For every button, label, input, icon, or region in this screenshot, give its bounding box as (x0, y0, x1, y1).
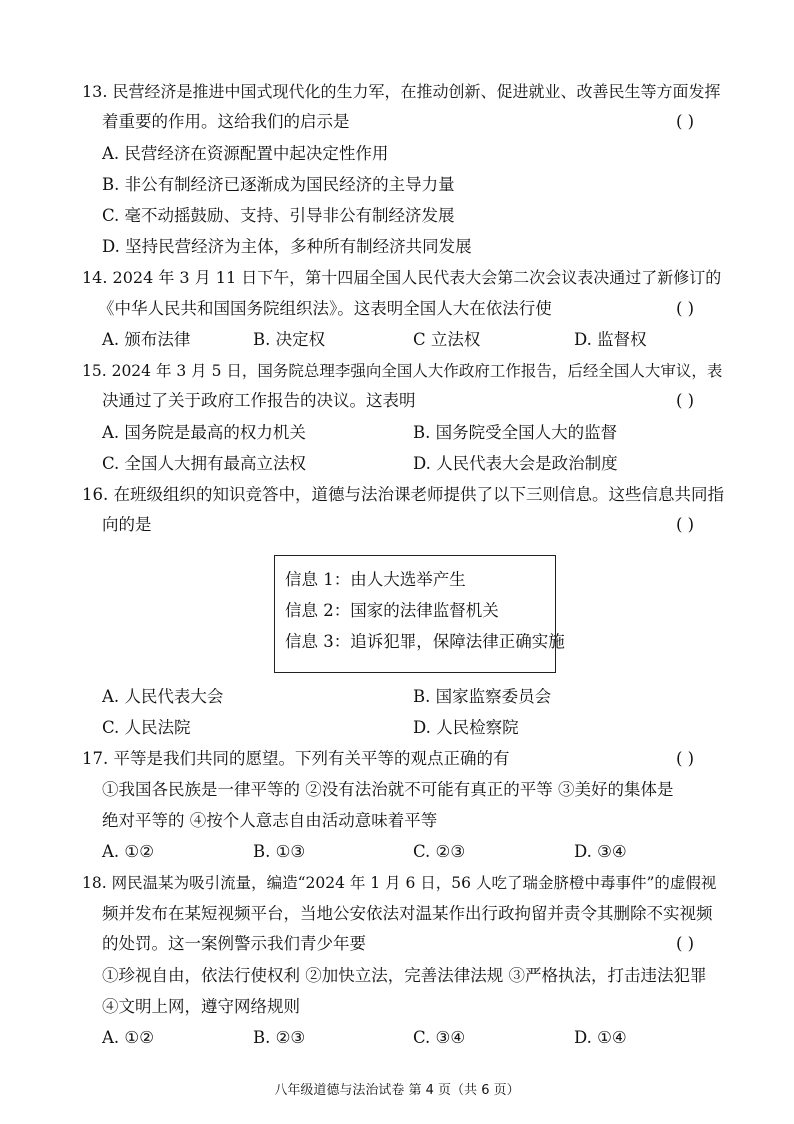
q13-option-b: B. 非公有制经济已逐渐成为国民经济的主导力量 (102, 175, 455, 194)
q16-option-d: D. 人民检察院 (413, 718, 519, 737)
q18-statements-line-2: ④文明上网，遵守网络规则 (102, 997, 300, 1016)
q18-stem-line-1: 18. 网民温某为吸引流量，编造“2024 年 1 月 6 日，56 人吃了瑞金脐橙中毒事件”的虚假视 (82, 874, 717, 892)
q17-statements-line-2: 绝对平等的 ④按个人意志自由活动意味着平等 (102, 811, 438, 830)
q16-option-c: C. 人民法院 (102, 718, 191, 737)
q18-option-a: A. ①② (102, 1028, 154, 1047)
q18-option-d: D. ①④ (574, 1028, 627, 1047)
q15-option-c: C. 全国人大拥有最高立法权 (102, 454, 307, 473)
q17-stem-line-1: 17. 平等是我们共同的愿望。下列有关平等的观点正确的有 (82, 749, 510, 768)
q16-answer-paren: ( ) (676, 515, 695, 534)
info-item-1: 信息 1：由人大选举产生 (285, 570, 466, 589)
q14-stem-line-1: 14. 2024 年 3 月 11 日下午，第十四届全国人民代表大会第二次会议表决通过了新修订的 (82, 268, 722, 287)
q16-stem-line-2: 向的是 (102, 515, 152, 534)
q14-option-d: D. 监督权 (574, 330, 647, 349)
q16-stem-line-1: 16. 在班级组织的知识竞答中，道德与法治课老师提供了以下三则信息。这些信息共同指 (82, 485, 724, 504)
q15-option-a: A. 国务院是最高的权力机关 (102, 423, 306, 442)
q17-option-a: A. ①② (102, 842, 154, 861)
q17-option-b: B. ①③ (253, 842, 306, 861)
q13-option-d: D. 坚持民营经济为主体，多种所有制经济共同发展 (102, 237, 472, 256)
q17-statements-line-1: ①我国各民族是一律平等的 ②没有法治就不可能有真正的平等 ③美好的集体是 (102, 780, 674, 799)
q13-stem-line-2: 着重要的作用。这给我们的启示是 (102, 112, 350, 131)
q18-stem-line-2: 频并发布在某短视频平台，当地公安依法对温某作出行政拘留并责令其删除不实视频 (102, 904, 713, 923)
q17-option-d: D. ③④ (574, 842, 627, 861)
info-box (274, 555, 565, 673)
q17-option-c: C. ②③ (413, 842, 466, 861)
q14-answer-paren: ( ) (676, 299, 695, 318)
q18-statements-line-1: ①珍视自由，依法行使权利 ②加快立法，完善法律法规 ③严格执法，打击违法犯罪 (102, 966, 707, 985)
q17-answer-paren: ( ) (676, 749, 695, 768)
q18-answer-paren: ( ) (676, 934, 695, 953)
info-item-2: 信息 2：国家的法律监督机关 (285, 601, 499, 620)
q14-option-b: B. 决定权 (253, 330, 326, 349)
q14-stem-line-2: 《中华人民共和国国务院组织法》。这表明全国人大在依法行使 (98, 299, 552, 318)
q14-option-c: C 立法权 (413, 330, 481, 349)
q14-option-a: A. 颁布法律 (102, 330, 191, 349)
q13-answer-paren: ( ) (676, 112, 695, 131)
q18-stem-line-3: 的处罚。这一案例警示我们青少年要 (102, 934, 366, 953)
q16-option-b: B. 国家监察委员会 (413, 687, 552, 706)
q18-option-c: C. ③④ (413, 1028, 466, 1047)
q15-stem-line-1: 15. 2024 年 3 月 5 日，国务院总理李强向全国人大作政府工作报告，后经全国人大审议，表 (82, 362, 723, 380)
info-item-3: 信息 3：追诉犯罪，保障法律正确实施 (285, 632, 565, 651)
q15-option-b: B. 国务院受全国人大的监督 (413, 423, 618, 442)
q15-answer-paren: ( ) (676, 391, 695, 410)
q16-option-a: A. 人民代表大会 (102, 687, 224, 706)
q13-stem-line-1: 13. 民营经济是推进中国式现代化的生力军，在推动创新、促进就业、改善民生等方面发挥 (82, 82, 721, 101)
q18-option-b: B. ②③ (253, 1028, 306, 1047)
q15-stem-line-2: 决通过了关于政府工作报告的决议。这表明 (102, 391, 416, 410)
page-footer: 八年级道德与法治试卷 第 4 页（共 6 页） (274, 1083, 520, 1098)
q13-option-a: A. 民营经济在资源配置中起决定性作用 (102, 144, 389, 163)
q13-option-c: C. 毫不动摇鼓励、支持、引导非公有制经济发展 (102, 206, 455, 225)
q15-option-d: D. 人民代表大会是政治制度 (413, 454, 618, 473)
